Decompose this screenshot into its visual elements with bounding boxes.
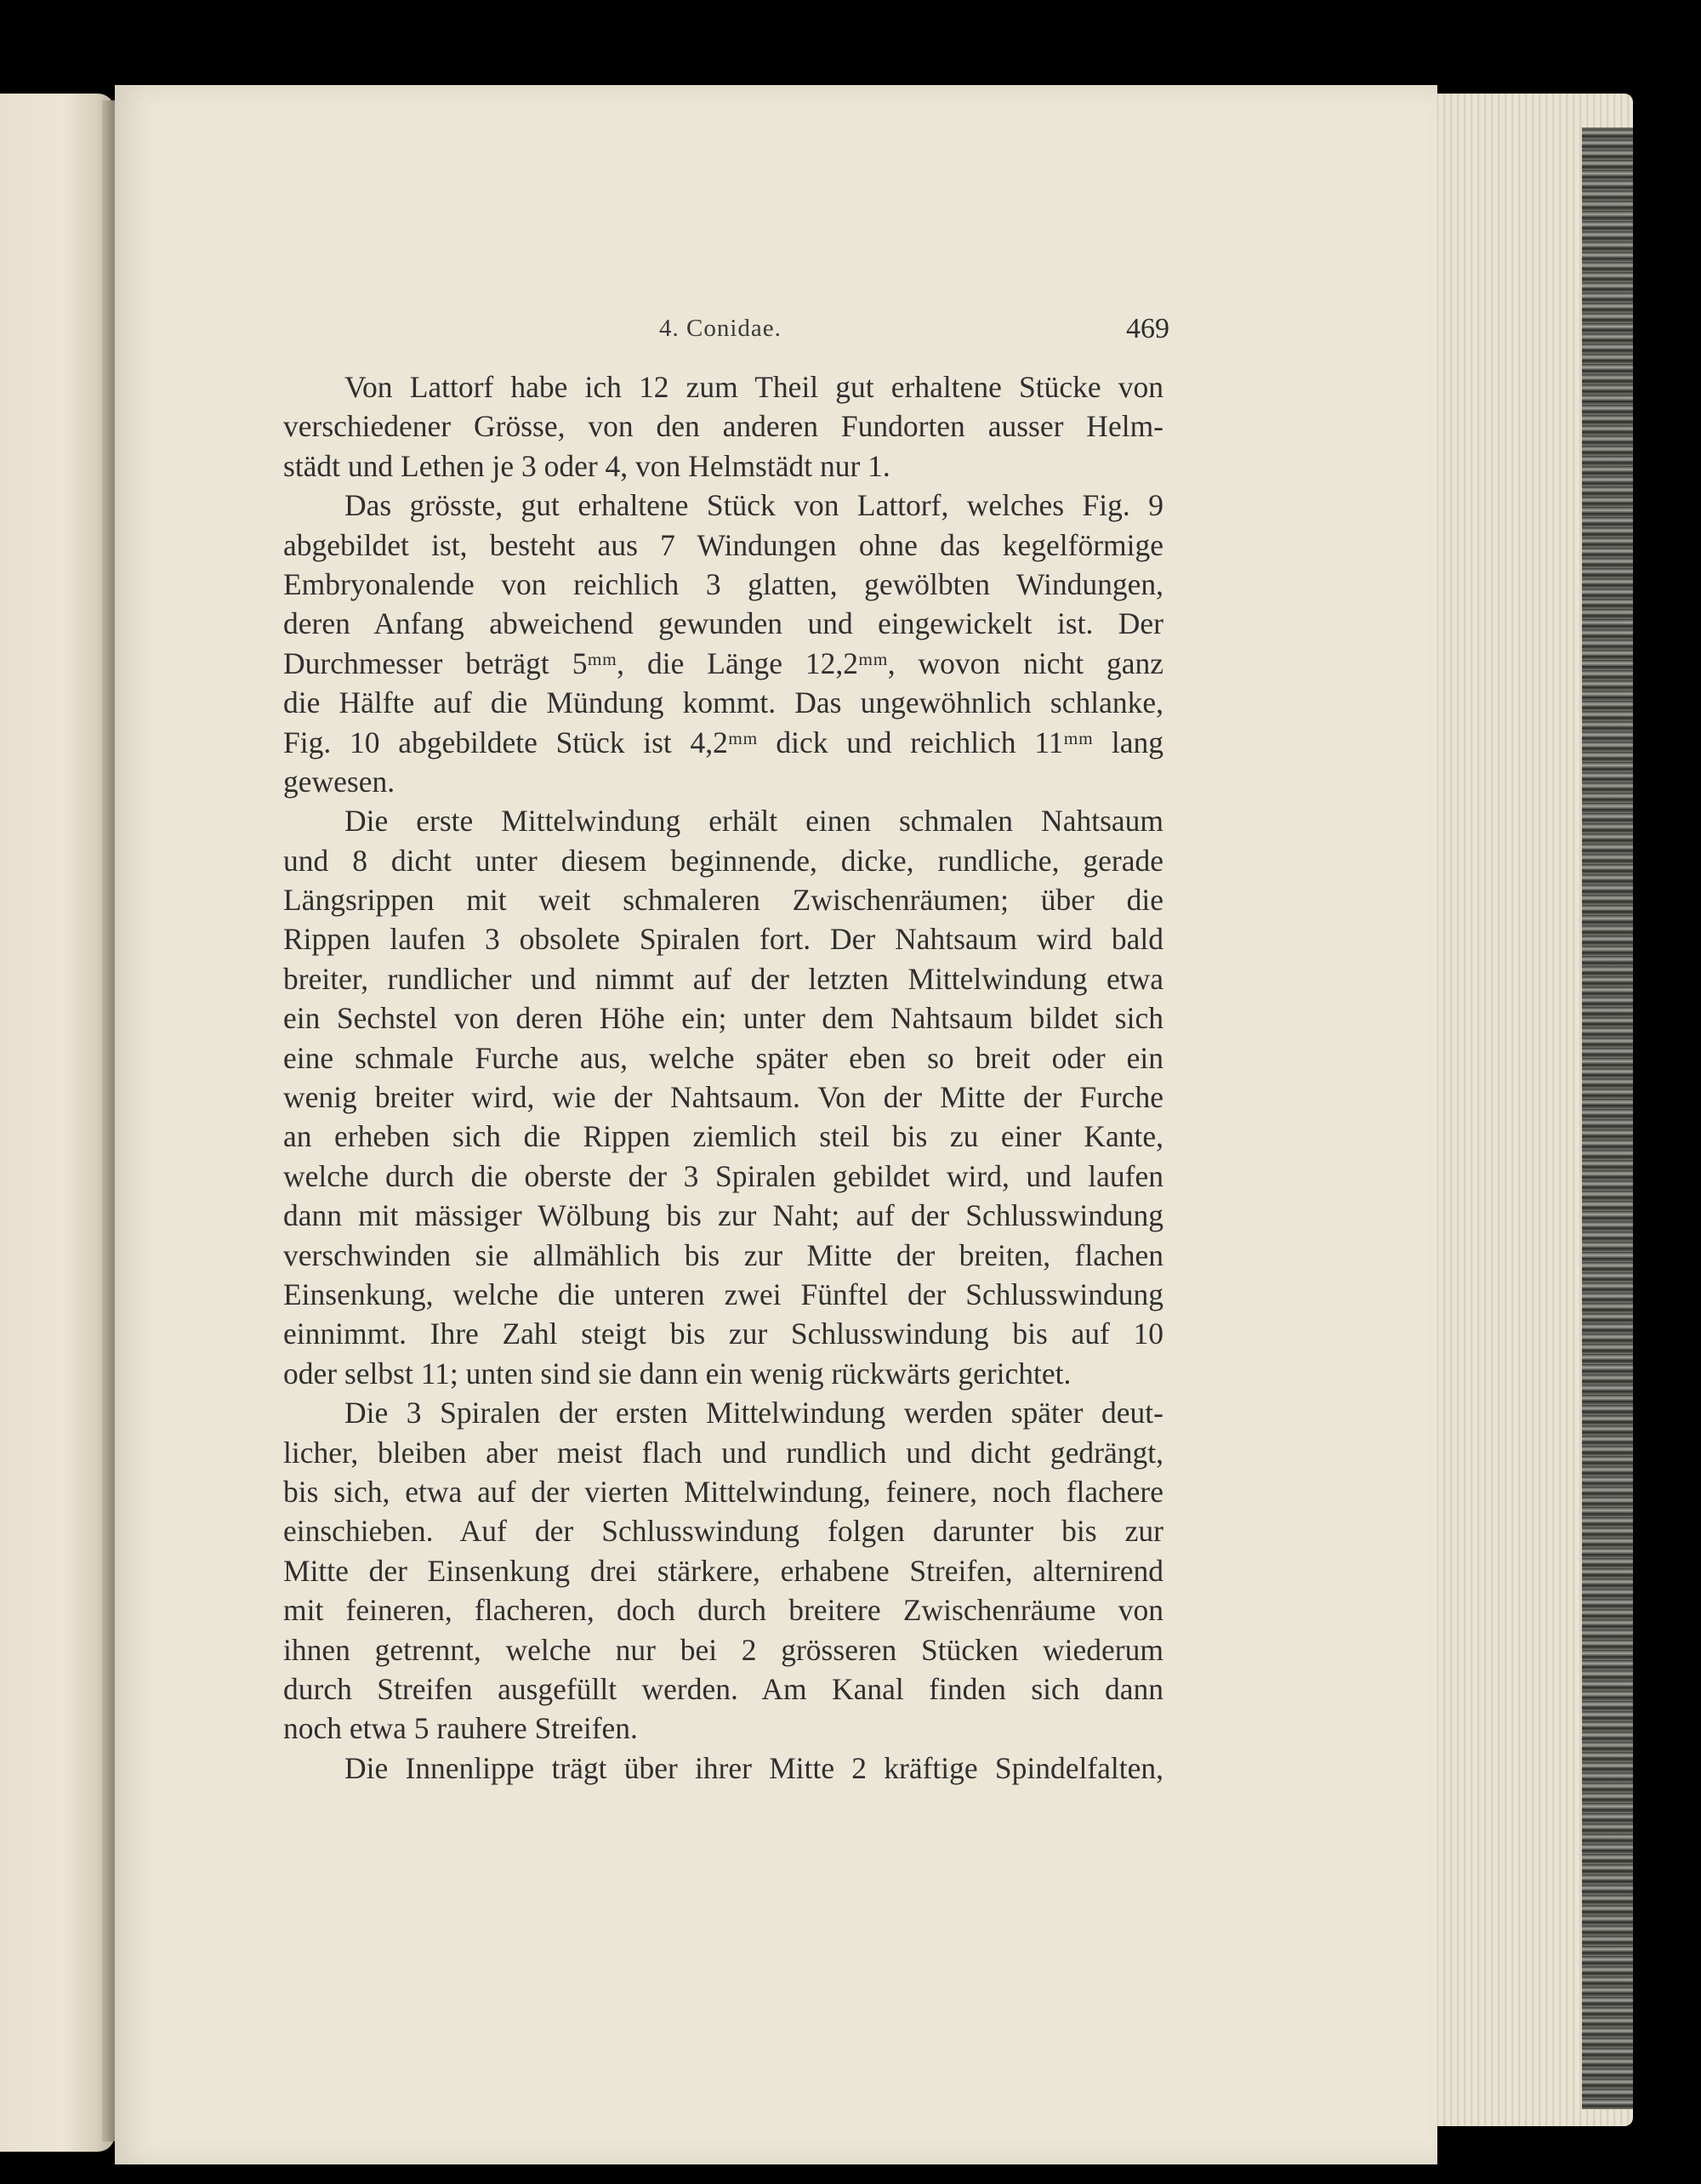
text-line: noch etwa 5 rauhere Streifen. (283, 1711, 638, 1746)
text-line: die Hälfte auf die Mündung kommt. Das ungewöhnlich schlanke, (283, 685, 1163, 720)
text-line: dann mit mässiger Wölbung bis zur Naht; auf der Schlusswindung (283, 1198, 1163, 1233)
text-line: oder selbst 11; unten sind sie dann ein wenig rückwärts gerichtet. (283, 1356, 1072, 1391)
text-line: Fig. 10 abgebildete Stück ist 4,2ᵐᵐ dick und reichlich 11ᵐᵐ lang (283, 725, 1163, 759)
text-line: an erheben sich die Rippen ziemlich steil bis zu einer Kante, (283, 1119, 1163, 1154)
text-line: Rippen laufen 3 obsolete Spiralen fort. Der Nahtsaum wird bald (283, 922, 1163, 957)
page-number: 469 (1126, 313, 1169, 344)
text-line: gewesen. (283, 764, 395, 799)
text-line: ein Sechstel von deren Höhe ein; unter dem Nahtsaum bildet sich (283, 1001, 1163, 1036)
text-line: Von Lattorf habe ich 12 zum Theil gut erhaltene Stücke von (344, 370, 1163, 404)
text-line: Einsenkung, welche die unteren zwei Fünftel der Schlusswindung (283, 1277, 1163, 1311)
running-head (659, 315, 1169, 349)
text-line: und 8 dicht unter diesem beginnende, dicke, rundliche, gerade (283, 843, 1163, 878)
text-line: Längsrippen mit weit schmaleren Zwischenräumen; über die (283, 883, 1163, 918)
text-line: eine schmale Furche aus, welche später eben so breit oder ein (283, 1040, 1163, 1075)
text-line: breiter, rundlicher und nimmt auf der letzten Mittelwindung etwa (283, 961, 1163, 996)
text-line: verschwinden sie allmählich bis zur Mitte der breiten, flachen (283, 1237, 1163, 1272)
text-line: durch Streifen ausgefüllt werden. Am Kanal finden sich dann (283, 1671, 1163, 1706)
text-line: städt und Lethen je 3 oder 4, von Helmstädt nur 1. (283, 448, 890, 483)
body-text (283, 367, 1163, 1788)
text-line: Das grösste, gut erhaltene Stück von Lattorf, welches Fig. 9 (344, 488, 1163, 523)
text-line: Mitte der Einsenkung drei stärkere, erhabene Streifen, alternirend (283, 1553, 1163, 1588)
text-line: bis sich, etwa auf der vierten Mittelwindung, feinere, noch flachere (283, 1474, 1163, 1509)
text-line: wenig breiter wird, wie der Nahtsaum. Von der Mitte der Furche (283, 1080, 1163, 1115)
text-line: deren Anfang abweichend gewunden und eingewickelt ist. Der (283, 606, 1163, 641)
text-line: verschiedener Grösse, von den anderen Fundorten ausser Helm- (283, 409, 1163, 444)
text-line: ihnen getrennt, welche nur bei 2 grösseren Stücken wiederum (283, 1632, 1163, 1667)
text-line: Die erste Mittelwindung erhält einen schmalen Nahtsaum (344, 804, 1163, 839)
text-line: einnimmt. Ihre Zahl steigt bis zur Schlusswindung bis auf 10 (283, 1317, 1163, 1351)
text-line: welche durch die oberste der 3 Spiralen gebildet wird, und laufen (283, 1158, 1163, 1193)
text-line: Die 3 Spiralen der ersten Mittelwindung werden später deut- (344, 1396, 1163, 1430)
text-line: Die Innenlippe trägt über ihrer Mitte 2 kräftige Spindelfalten, (344, 1750, 1163, 1785)
text-line: abgebildet ist, besteht aus 7 Windungen ohne das kegelförmige (283, 527, 1163, 562)
left-page-edge (0, 94, 115, 2152)
text-line: licher, bleiben aber meist flach und rundlich und dicht gedrängt, (283, 1435, 1163, 1470)
text-line: einschieben. Auf der Schlusswindung folgen darunter bis zur (283, 1514, 1163, 1549)
book-cover-edge (1582, 128, 1633, 2109)
text-line: Durchmesser beträgt 5ᵐᵐ, die Länge 12,2ᵐᵐ, wovon nicht ganz (283, 646, 1163, 680)
text-line: mit feineren, flacheren, doch durch breitere Zwischenräume von (283, 1593, 1163, 1628)
text-line: Embryonalende von reichlich 3 glatten, gewölbten Windungen, (283, 566, 1163, 601)
chapter-title: 4. Conidae. (659, 315, 782, 342)
